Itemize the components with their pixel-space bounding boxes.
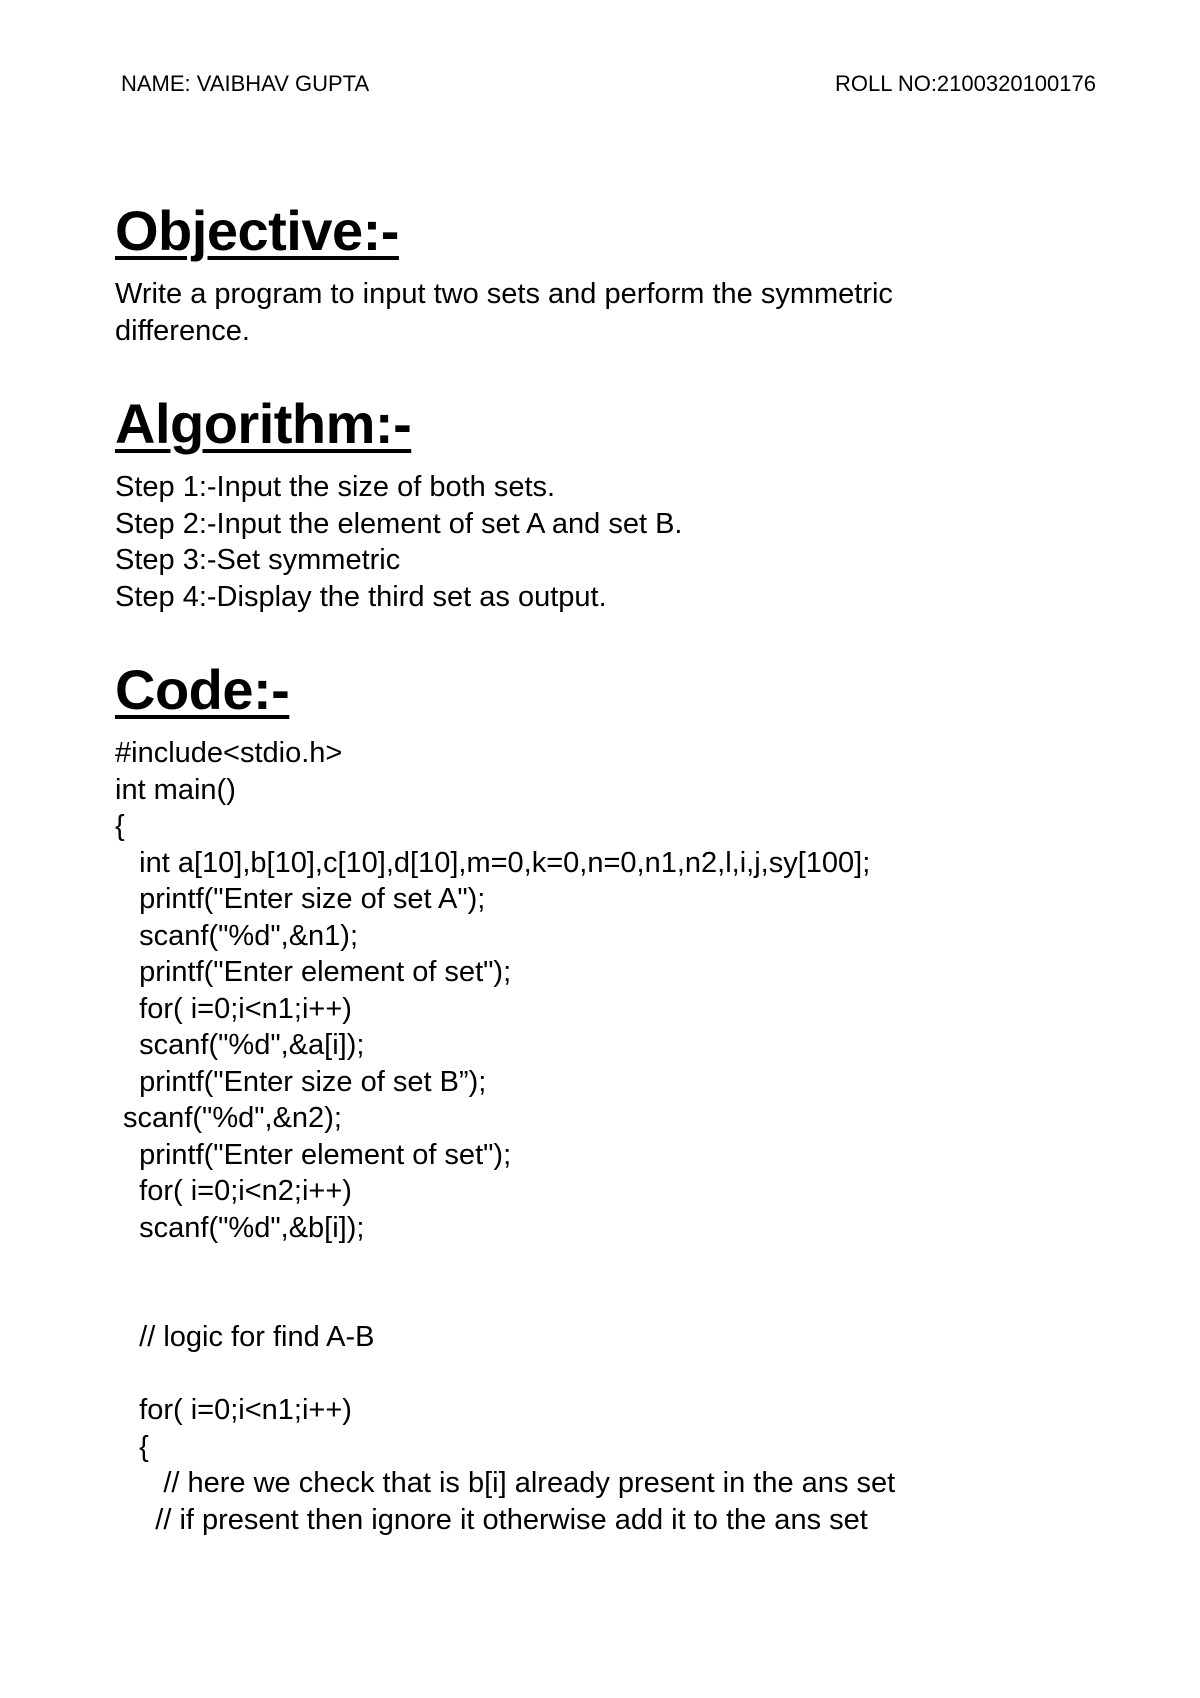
algorithm-step: Step 2:-Input the element of set A and set B.	[115, 507, 683, 540]
code-line	[115, 1356, 1115, 1393]
objective-text-line-1: Write a program to input two sets and perform the symmetric	[115, 278, 893, 310]
code-heading: Code:-	[115, 658, 290, 721]
objective-heading: Objective:-	[115, 199, 399, 262]
objective-section	[115, 196, 1115, 349]
code-line: // here we check that is b[i] already present in the ans set	[115, 1467, 896, 1499]
code-line: // logic for find A-B	[115, 1321, 375, 1353]
code-line: // if present then ignore it otherwise add it to the ans set	[115, 1503, 868, 1536]
code-line: printf("Enter element of set");	[115, 956, 512, 988]
code-line: scanf("%d",&b[i]);	[115, 1211, 365, 1244]
algorithm-heading: Algorithm:-	[115, 392, 412, 455]
code-line: {	[115, 810, 125, 842]
code-line	[115, 1246, 1115, 1283]
code-line: int main()	[115, 773, 236, 806]
code-line: int a[10],b[10],c[10],d[10],m=0,k=0,n=0,n1,n2,l,i,j,sy[100];	[115, 846, 871, 879]
code-line: scanf("%d",&a[i]);	[115, 1029, 365, 1061]
code-line: scanf("%d",&n1);	[115, 919, 359, 952]
algorithm-steps	[115, 469, 1115, 615]
code-line: printf("Enter size of set B”);	[115, 1065, 487, 1098]
code-line: #include<stdio.h>	[115, 737, 343, 769]
code-line: for( i=0;i<n1;i++)	[115, 1394, 352, 1426]
code-line: for( i=0;i<n2;i++)	[115, 1175, 352, 1207]
code-line: scanf("%d",&n2);	[115, 1102, 342, 1134]
algorithm-step: Step 4:-Display the third set as output.	[115, 580, 607, 613]
objective-text-line-2: difference.	[115, 314, 250, 347]
code-line: for( i=0;i<n1;i++)	[115, 992, 352, 1025]
roll-number: ROLL NO:2100320100176	[835, 71, 1096, 96]
algorithm-step: Step 1:-Input the size of both sets.	[115, 471, 556, 503]
algorithm-step: Step 3:-Set symmetric	[115, 544, 401, 576]
code-line: printf("Enter element of set");	[115, 1138, 512, 1171]
code-line	[115, 1283, 1115, 1320]
code-section	[115, 655, 1115, 1538]
code-line: {	[115, 1430, 149, 1463]
student-name: NAME: VAIBHAV GUPTA	[121, 71, 370, 96]
algorithm-section	[115, 389, 1115, 615]
document-body	[115, 196, 1115, 1538]
code-line: printf("Enter size of set A");	[115, 883, 486, 915]
code-block	[115, 735, 1115, 1538]
